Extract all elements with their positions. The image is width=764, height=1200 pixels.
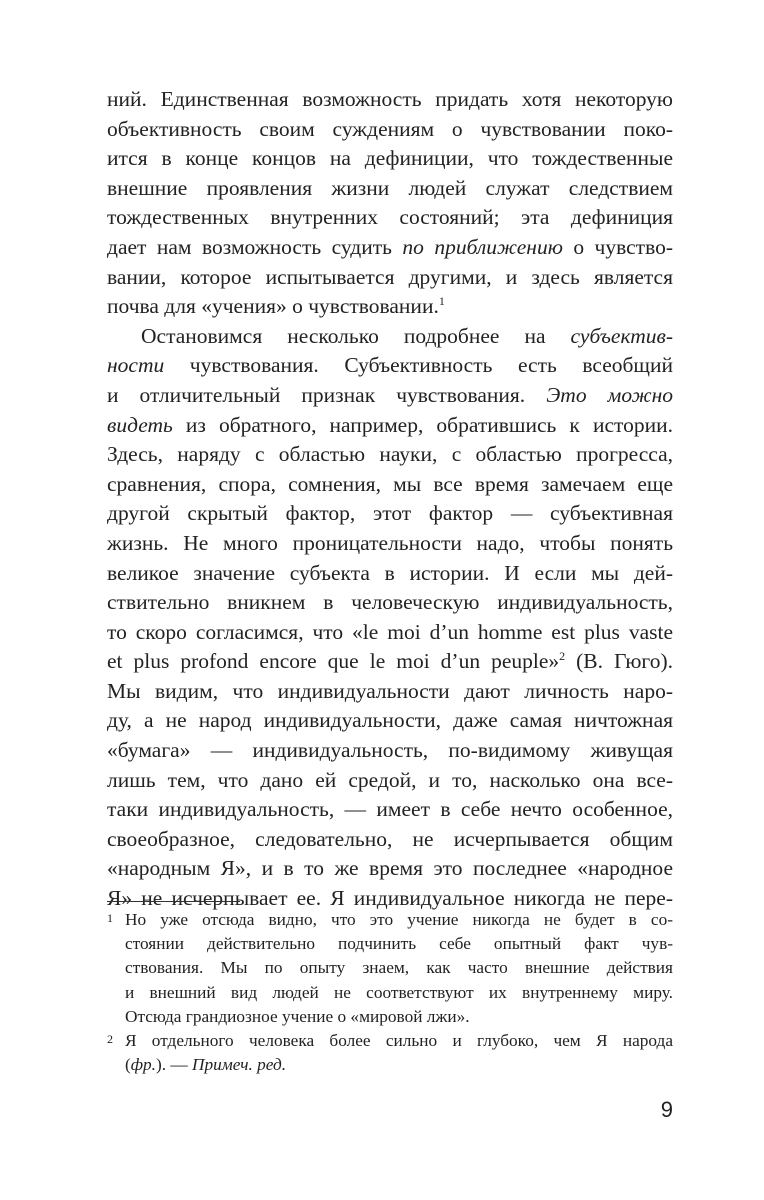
text-line: ний. Единственная возможность придать хотя некоторую (107, 87, 673, 111)
footnote-divider (107, 901, 240, 902)
italic-phrase: видеть (107, 412, 173, 437)
italic-phrase: по приближению (402, 234, 563, 259)
text-line: великое значение субъекта в истории. И если мы дей- (107, 560, 673, 585)
text-line: тождественных внутренних состояний; эта дефиниция (107, 205, 673, 230)
footnote-ref-2[interactable]: 2 (559, 649, 566, 664)
footnote-line: Но уже отсюда видно, что это учение никогда не будет в со- (125, 910, 673, 929)
footnote-line (125, 1053, 673, 1077)
text-run: Остановимся несколько подробнее на (141, 323, 571, 348)
footnote-ref-1[interactable]: 1 (438, 294, 445, 308)
italic-phrase: Это можно (546, 382, 673, 407)
italic-phrase: ности (107, 353, 165, 378)
text-line: объективность своим суждениям о чувствовании поко- (107, 116, 673, 141)
footnote-line: стоянии действительно подчинить себе опытный факт чув- (125, 934, 673, 954)
text-line: ствительно вникнем в человеческую индивидуальность, (107, 590, 673, 615)
paragraph-1 (107, 85, 673, 322)
footnote-line: Отсюда грандиозное учение о «мировой лжи». (125, 1006, 470, 1026)
text-run: (В. Гюго). (565, 649, 673, 674)
italic-phrase: Примеч. ред. (192, 1055, 287, 1075)
text-run: о чувство- (562, 234, 673, 259)
text-line (107, 322, 673, 352)
text-run: почва для «учения» о чувствовании. (107, 294, 439, 319)
text-line: ду, а не народ индивидуальности, даже самая ничтожная (107, 708, 673, 733)
text-run: ( (125, 1055, 131, 1075)
text-run: et plus profond encore que le moi d’un peuple» (107, 649, 560, 674)
text-line: Здесь, наряду с областью науки, с областью прогресса, (107, 442, 673, 467)
footnote-marker: 1 (107, 911, 113, 925)
italic-phrase: фр. (130, 1055, 156, 1075)
page-number: 9 (660, 1097, 673, 1122)
text-run: из обратного, например, обратившись к истории. (172, 412, 673, 437)
text-line: лишь тем, что дано ей средой, и то, насколько она все- (107, 767, 673, 792)
text-run: и отличительный признак чувствования. (107, 382, 547, 407)
italic-phrase: субъектив- (570, 323, 673, 348)
text-line: вании, которое испытывается другими, и здесь является (107, 264, 673, 289)
text-line: сравнения, спора, сомнения, мы все время замечаем еще (107, 471, 673, 496)
text-line: ится в конце концов на дефиниции, что тождественные (107, 146, 673, 171)
text-line (107, 647, 673, 677)
text-line: «бумага» — индивидуальность, по-видимому живущая (107, 738, 673, 763)
text-line (107, 381, 673, 411)
text-line: Я» не исчерпывает ее. Я индивидуальное никогда не пере- (107, 886, 673, 911)
text-line: своеобразное, следовательно, не исчерпывается общим (107, 826, 673, 851)
text-run: ). — (156, 1055, 192, 1075)
main-text (107, 85, 673, 914)
footnote-line: Я отдельного человека более сильно и глубоко, чем Я народа (125, 1031, 673, 1051)
text-line: жизнь. Не много проницательности надо, чтобы понять (107, 530, 673, 555)
text-line: другой скрытый фактор, этот фактор — субъективная (107, 501, 673, 526)
text-line: внешние проявления жизни людей служат следствием (107, 175, 673, 200)
footnote-line: ствования. Мы по опыту знаем, как часто внешние действия (125, 958, 673, 978)
text-line: таки индивидуальность, — имеет в себе нечто особенное, (107, 797, 673, 822)
footnote-1 (107, 908, 673, 1029)
text-line (107, 292, 673, 322)
text-line: «народным Я», и в то же время это последнее «народное (107, 856, 673, 881)
footnotes (107, 908, 673, 1077)
footnote-2 (107, 1029, 673, 1077)
text-line (107, 233, 673, 263)
paragraph-2 (107, 322, 673, 914)
text-run: дает нам возможность судить (107, 234, 403, 259)
text-line (107, 411, 673, 441)
text-run: чувствования. Субъективность есть всеобщий (164, 353, 673, 378)
text-line (107, 351, 673, 381)
text-line: то скоро согласимся, что «le moi d’un homme est plus vaste (107, 619, 673, 644)
text-line: Мы видим, что индивидуальности дают личность наро- (107, 678, 673, 703)
footnote-marker: 2 (107, 1032, 113, 1047)
footnote-line: и внешний вид людей не соответствуют их внутреннему миру. (125, 982, 673, 1002)
